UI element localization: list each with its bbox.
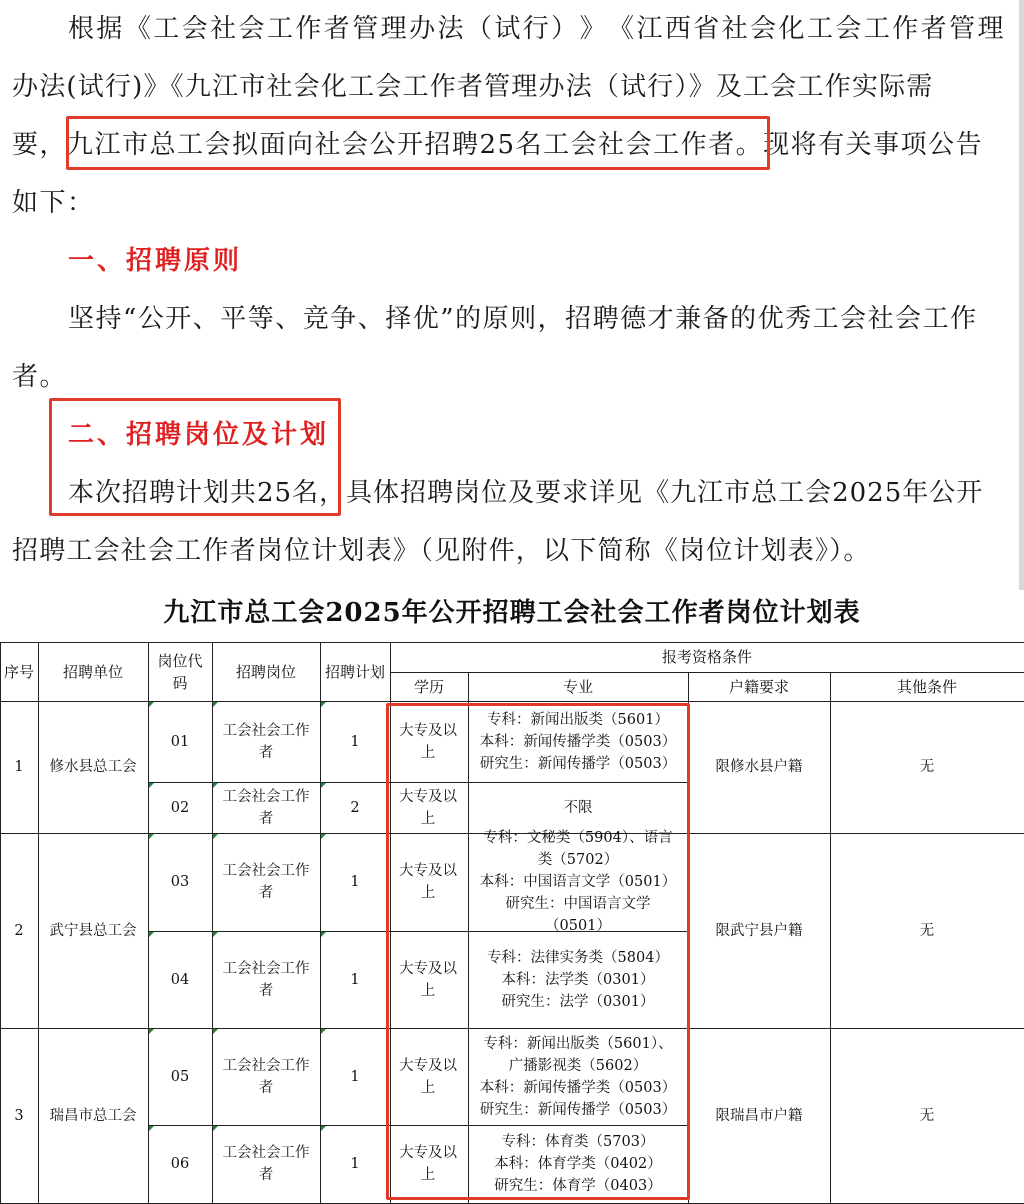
major-requirement [468, 782, 688, 833]
cell-marker [213, 783, 218, 788]
char-29: 作 [892, 14, 919, 44]
position-code: 04 [170, 971, 190, 988]
education-requirement: 大专及以上 [399, 960, 457, 999]
char-30: 者 [920, 14, 947, 44]
recruit-count: 1 [350, 733, 360, 750]
position-code: 01 [170, 733, 190, 750]
major-requirement [468, 931, 688, 1028]
major-requirement-line: 本科：新闻传播学类（0503） [479, 1079, 677, 1096]
major-requirement-line: 专科：法律实务类（5804） [487, 949, 669, 966]
cell-marker [213, 834, 218, 839]
char-27: 会 [835, 14, 862, 44]
major-requirement [468, 701, 688, 782]
cell-marker [149, 702, 154, 707]
announcement-body [0, 0, 1024, 590]
cell-marker [149, 783, 154, 788]
other-conditions: 无 [919, 922, 935, 939]
recruiting-unit: 瑞昌市总工会 [49, 1107, 137, 1124]
header-plan: 招聘计划 [324, 662, 385, 681]
char-12: 办 [409, 14, 436, 44]
recruit-count: 1 [350, 1068, 360, 1085]
cell-marker [149, 1029, 154, 1034]
major-requirement-line: 专科：文秘类（5904）、语言 [483, 830, 673, 846]
char-26: 工 [806, 14, 833, 44]
table-title: 九江市总工会2025年公开招聘工会社会工作者岗位计划表 [163, 598, 861, 628]
char-7: 工 [266, 14, 293, 44]
residence-requirement: 限修水县户籍 [715, 759, 803, 775]
section-heading-plan: 二、招聘岗位及计划 [68, 420, 330, 450]
major-requirement-line: 本科：法学类（0301） [501, 971, 655, 988]
highlighted-recruitment-sentence: 九江市总工会拟面向社会公开招聘25名工会社会工作者。 [67, 130, 764, 160]
major-requirement-line: 不限 [563, 799, 593, 816]
cell-marker [213, 702, 218, 707]
cell-marker [321, 1029, 326, 1034]
cell-marker [149, 932, 154, 937]
education-requirement: 大专及以上 [399, 722, 457, 761]
major-requirement-line: （0501） [545, 918, 611, 934]
major-requirement-line: 广播影视类（5602） [508, 1057, 648, 1074]
header-conditions: 报考资格条件 [661, 648, 752, 666]
paragraph-line-4: 如下： [12, 188, 95, 218]
cell-marker [213, 932, 218, 937]
education-requirement: 大专及以上 [399, 788, 457, 827]
residence-requirement: 限武宁县户籍 [715, 922, 803, 939]
cell-marker [149, 834, 154, 839]
position-name-line: 者 [258, 744, 274, 761]
education-requirement: 大专及以上 [399, 1145, 457, 1183]
char-4: 会 [181, 14, 208, 44]
position-name-line: 工会社会工作 [222, 788, 310, 805]
recruiting-unit: 修水县总工会 [49, 759, 137, 775]
char-3: 工 [153, 14, 180, 44]
char-17: ） [551, 14, 578, 44]
major-requirement-line: 本科：体育学类（0402） [494, 1156, 662, 1172]
position-name-line: 工会社会工作 [222, 863, 310, 879]
header-unit: 招聘单位 [62, 662, 123, 681]
char-21: 西 [664, 14, 691, 44]
cell-marker [149, 1126, 154, 1131]
major-requirement-line: 研究生：中国语言文学 [505, 896, 651, 912]
char-15: 试 [494, 14, 521, 44]
char-9: 者 [323, 14, 350, 44]
cell-marker [321, 932, 326, 937]
char-13: 法 [437, 14, 464, 44]
char-20: 江 [636, 14, 663, 44]
principle-line-2: 者。 [12, 362, 68, 392]
position-name-line: 工会社会工作 [222, 960, 310, 977]
recruit-count: 2 [350, 799, 360, 816]
major-requirement-line: 专科：新闻出版类（5601） [487, 711, 669, 728]
group-seq: 2 [14, 922, 24, 939]
position-name-line: 者 [258, 982, 274, 999]
position-name [212, 1125, 320, 1203]
char-11: 理 [380, 14, 407, 44]
char-16: 行 [522, 14, 549, 44]
line3-suffix: 现将有关事项公告 [763, 130, 984, 160]
position-code: 05 [170, 1068, 190, 1085]
recruit-count: 1 [350, 1156, 360, 1172]
char-8: 作 [295, 14, 322, 44]
cell-marker [213, 1029, 218, 1034]
cell-marker [321, 783, 326, 788]
cell-marker [321, 1126, 326, 1131]
major-requirement-line: 本科：中国语言文学（0501） [479, 874, 677, 890]
position-name [212, 1028, 320, 1125]
major-requirement-line: 类（5702） [537, 852, 619, 868]
plan-detail-text: 具体招聘岗位及要求详见《九江市总工会2025年公开 [346, 478, 984, 508]
major-requirement [468, 1028, 688, 1125]
major-requirement-line: 专科：新闻出版类（5601）、 [483, 1035, 673, 1052]
major-requirement-line: 专科：体育类（5703） [501, 1134, 655, 1150]
header-education: 学历 [413, 677, 444, 696]
char-32: 理 [977, 14, 1004, 44]
recruiting-unit: 武宁县总工会 [49, 922, 137, 939]
major-requirement-line: 本科：新闻传播学类（0503） [479, 733, 677, 750]
position-name-line: 者 [258, 885, 274, 901]
major-requirement [468, 1125, 688, 1203]
char-24: 会 [750, 14, 777, 44]
paragraph-line-3 [12, 128, 1004, 162]
char-6: 会 [238, 14, 265, 44]
char-0: 根 [68, 14, 95, 44]
major-requirement-line: 研究生：体育学（0403） [494, 1178, 662, 1194]
position-name-line: 工会社会工作 [222, 1145, 310, 1161]
recruit-count: 1 [350, 971, 360, 988]
char-19: 《 [608, 14, 635, 44]
char-2: 《 [124, 14, 151, 44]
char-5: 社 [210, 14, 237, 44]
principle-line-1: 坚持“公开、平等、竞争、择优”的原则，招聘德才兼备的优秀工会社会工作 [68, 304, 978, 334]
other-conditions: 无 [919, 759, 935, 775]
education-requirement: 大专及以上 [399, 1057, 457, 1096]
char-31: 管 [949, 14, 976, 44]
plan-line-1 [12, 476, 1004, 510]
header-major: 专业 [562, 677, 593, 696]
major-requirement-line: 研究生：新闻传播学（0503） [479, 755, 677, 772]
position-code: 03 [170, 874, 190, 890]
cell-marker [213, 1126, 218, 1131]
recruit-count: 1 [350, 874, 360, 890]
char-1: 据 [96, 14, 123, 44]
char-18: 》 [579, 14, 606, 44]
position-name-line: 工会社会工作 [222, 722, 310, 739]
position-name [212, 782, 320, 833]
position-name [212, 833, 320, 931]
residence-requirement: 限瑞昌市户籍 [715, 1107, 803, 1124]
position-name [212, 931, 320, 1028]
header-position: 招聘岗位 [235, 662, 296, 681]
major-requirement-line: 研究生：新闻传播学（0503） [479, 1101, 677, 1118]
char-25: 化 [778, 14, 805, 44]
paragraph-line-1 [12, 12, 1004, 46]
position-name-line: 者 [258, 1167, 274, 1183]
scrollbar[interactable] [1019, 0, 1024, 590]
char-22: 省 [693, 14, 720, 44]
position-code: 06 [170, 1156, 190, 1172]
group-seq: 3 [14, 1107, 24, 1124]
plan-line-2: 招聘工会社会工作者岗位计划表》（见附件，以下简称《岗位计划表》）。 [12, 536, 871, 566]
char-28: 工 [863, 14, 890, 44]
header-code [148, 642, 212, 701]
line3-prefix: 要， [12, 130, 68, 160]
char-14: （ [465, 14, 492, 44]
header-code-line: 码 [172, 673, 188, 692]
position-name-line: 工会社会工作 [222, 1057, 310, 1074]
cell-marker [321, 702, 326, 707]
header-residence: 户籍要求 [728, 677, 789, 696]
other-conditions: 无 [919, 1107, 935, 1124]
cell-marker [321, 834, 326, 839]
position-code: 02 [170, 799, 190, 816]
major-requirement-line: 研究生：法学（0301） [501, 993, 655, 1010]
major-requirement [468, 830, 688, 934]
position-name-line: 者 [258, 810, 274, 827]
position-plan-table [0, 590, 1024, 1203]
section-heading-principle: 一、招聘原则 [68, 246, 243, 276]
header-other: 其他条件 [896, 677, 957, 696]
char-23: 社 [721, 14, 748, 44]
plan-total-text: 本次招聘计划共25名， [68, 478, 347, 508]
paragraph-line-2: 办法(试行)》《九江市社会化工会工作者管理办法（试行）》及工会工作实际需 [12, 72, 934, 102]
header-code-line: 岗位代 [157, 651, 203, 670]
group-seq: 1 [14, 759, 24, 775]
position-name [212, 701, 320, 782]
education-requirement: 大专及以上 [399, 863, 457, 901]
position-name-line: 者 [258, 1079, 274, 1096]
char-10: 管 [352, 14, 379, 44]
header-seq: 序号 [4, 662, 35, 681]
